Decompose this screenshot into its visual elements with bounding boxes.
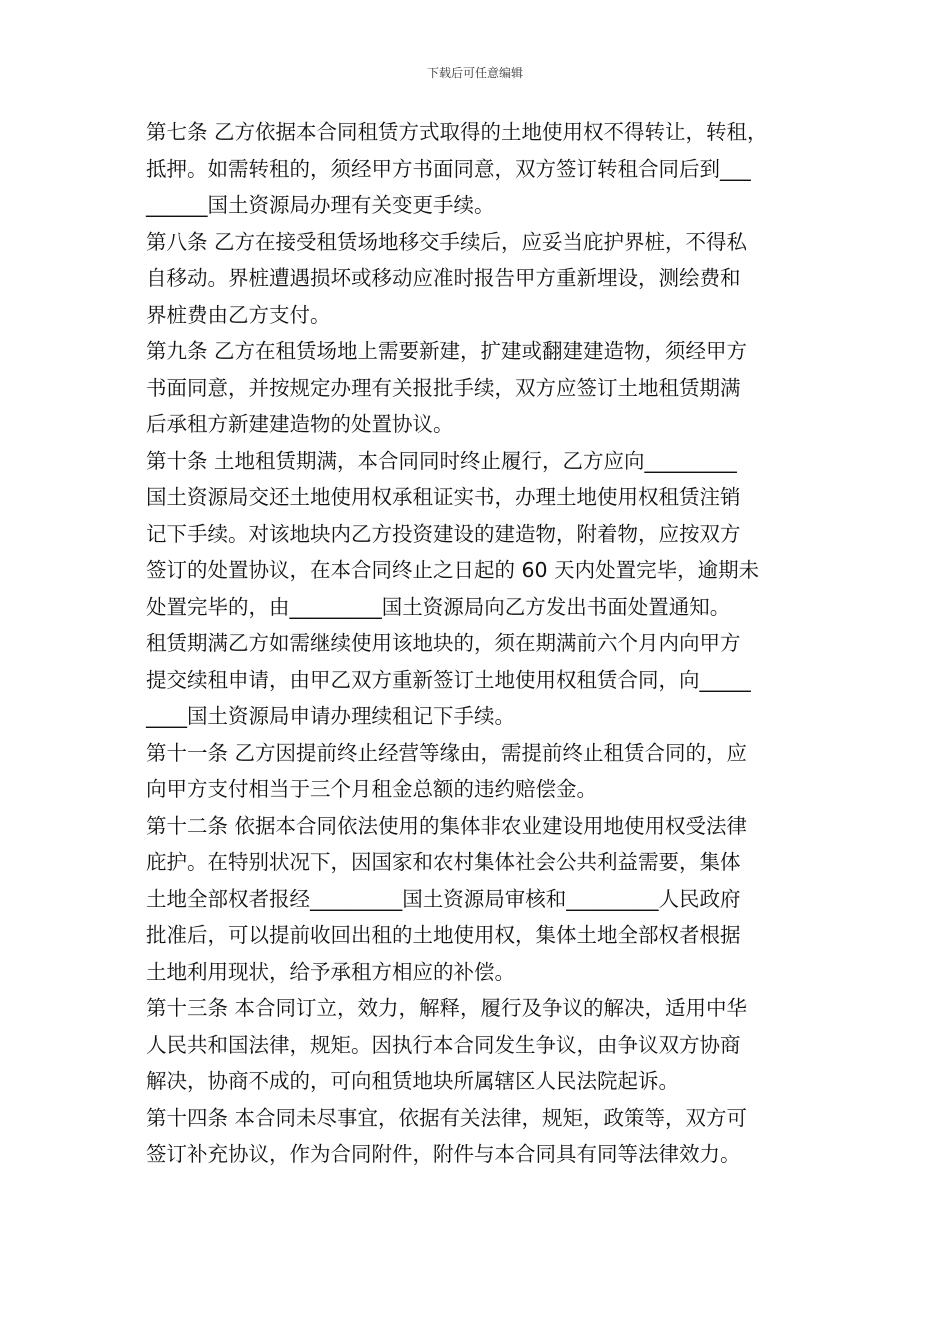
text-line: 第十一条 乙方因提前终止经营等缘由，需提前终止租赁合同的，应 xyxy=(146,740,748,765)
page-header: 下载后可任意编辑 xyxy=(426,66,523,80)
text-line: 第八条 乙方在接受租赁场地移交手续后，应妥当庇护界桩，不得私 xyxy=(146,229,748,254)
article-7 xyxy=(146,114,812,224)
article-13 xyxy=(146,990,812,1100)
article-8 xyxy=(146,224,812,334)
text-line: 第十条 土地租赁期满，本合同同时终止履行，乙方应向_________ xyxy=(146,448,737,473)
text-line: 土地利用现状，给予承租方相应的补偿。 xyxy=(146,959,515,984)
text-line: 批准后，可以提前收回出租的土地使用权，集体土地全部权者根据 xyxy=(146,923,741,947)
text-line: 后承租方新建建造物的处置协议。 xyxy=(146,412,454,436)
text-line: 第九条 乙方在租赁场地上需要新建，扩建或翻建建造物，须经甲方 xyxy=(146,339,748,363)
text-line: 第十二条 依据本合同依法使用的集体非农业建设用地使用权受法律 xyxy=(146,813,748,838)
article-10 xyxy=(146,443,812,626)
text-line: 自移动。界桩遭遇损坏或移动应准时报告甲方重新埋设，测绘费和 xyxy=(146,266,741,290)
article-9 xyxy=(146,333,812,443)
text-line: 向甲方支付相当于三个月租金总额的违约赔偿金。 xyxy=(146,777,597,801)
text-line: 第七条 乙方依据本合同租赁方式取得的土地使用权不得转让，转租， xyxy=(146,120,768,144)
text-line: 书面同意，并按规定办理有关报批手续，双方应签订土地租赁期满 xyxy=(146,375,741,400)
text-line: 解决，协商不成的，可向租赁地块所属辖区人民法院起诉。 xyxy=(146,1069,679,1093)
text-line: 记下手续。对该地块内乙方投资建设的建造物，附着物，应按双方 xyxy=(146,521,741,546)
text-line: 第十四条 本合同未尽事宜，依据有关法律，规矩，政策等，双方可 xyxy=(146,1105,748,1130)
article-11 xyxy=(146,735,812,808)
text-line: 人民共和国法律，规矩。因执行本合同发生争议，由争议双方协商 xyxy=(146,1032,741,1057)
text-line: 签订的处置协议，在本合同终止之日起的 60 天内处置完毕，逾期未 xyxy=(146,558,760,582)
text-line: 界桩费由乙方支付。 xyxy=(146,302,331,327)
text-line: 租赁期满乙方如需继续使用该地块的，须在期满前六个月内向甲方 xyxy=(146,631,741,655)
text-line: 土地全部权者报经_________国土资源局审核和_________人民政府 xyxy=(146,886,741,911)
text-line: 处置完毕的，由_________国土资源局向乙方发出书面处置通知。 xyxy=(146,594,731,619)
text-line: 第十三条 本合同订立，效力，解释，履行及争议的解决，适用中华 xyxy=(146,996,748,1020)
text-line: 签订补充协议，作为合同附件，附件与本合同具有同等法律效力。 xyxy=(146,1142,741,1166)
text-line: ______国土资源局办理有关变更手续。 xyxy=(146,193,495,217)
document-body xyxy=(146,114,812,1173)
renewal-paragraph xyxy=(146,625,812,735)
article-12 xyxy=(146,808,812,991)
text-line: 庇护。在特别状况下，因国家和农村集体社会公共利益需要，集体 xyxy=(146,850,741,874)
text-line: ____国土资源局申请办理续租记下手续。 xyxy=(146,704,515,728)
text-line: 抵押。如需转租的，须经甲方书面同意，双方签订转租合同后到___ xyxy=(146,156,751,181)
article-14 xyxy=(146,1100,812,1173)
text-line: 国土资源局交还土地使用权承租证实书，办理土地使用权租赁注销 xyxy=(146,485,741,509)
text-line: 提交续租申请，由甲乙双方重新签订土地使用权租赁合同，向_____ xyxy=(146,667,751,692)
